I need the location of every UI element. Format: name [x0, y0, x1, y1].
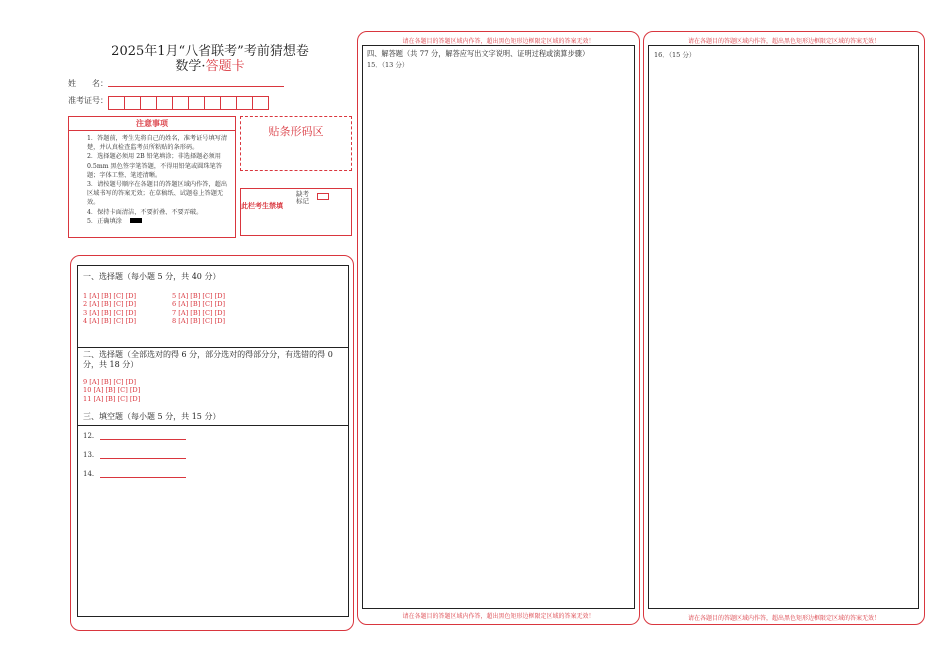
choice-row[interactable]: 11 [A] [B] [C] [D]	[83, 394, 141, 403]
section-divider	[77, 425, 349, 426]
absent-mark-label: 缺考标记	[296, 190, 309, 205]
id-digit-box[interactable]	[124, 96, 141, 110]
barcode-area	[240, 116, 352, 171]
blank-answer-line[interactable]	[100, 477, 186, 478]
choice-col-1	[83, 292, 136, 326]
warning-top: 请在各题目的答题区域内作答，超出黑色矩形边框限定区域的答案无效！	[402, 38, 595, 45]
section-divider	[77, 347, 349, 348]
subtitle-subject: 数学·	[175, 59, 206, 74]
id-digit-box[interactable]	[204, 96, 221, 110]
filled-mark-sample	[130, 218, 142, 223]
question-15-label: 15．（13 分）	[367, 61, 409, 69]
blank-14	[83, 470, 186, 478]
choice-row[interactable]: 2 [A] [B] [C] [D]	[83, 300, 137, 309]
multi-choice-col	[83, 378, 140, 403]
notice-item: 3．请按题号顺序在各题目的答题区域内作答，超出区域书写的答案无效；在草稿纸、试题卷上答题无效。	[87, 181, 228, 207]
id-digit-box[interactable]	[172, 96, 189, 110]
notice-item-filled-example	[87, 217, 229, 226]
choice-row[interactable]: 1 [A] [B] [C] [D]	[83, 292, 137, 300]
notice-item: 1．答题前，考生先将自己的姓名，准考证号填写清楚，并认真检查监考员所粘贴的条形码。	[87, 135, 228, 152]
section1-title: 一、选择题（每小题 5 分，共 40 分）	[83, 272, 221, 281]
blank-number: 13.	[83, 451, 95, 459]
choice-row[interactable]: 6 [A] [B] [C] [D]	[172, 300, 226, 309]
name-label: 姓 名：	[68, 79, 108, 88]
id-digit-box[interactable]	[156, 96, 173, 110]
card-title: 2025年1月“八省联考”考前猜想卷	[111, 44, 309, 59]
choice-row[interactable]: 7 [A] [B] [C] [D]	[172, 308, 226, 317]
subtitle-accent: 答题卡	[205, 59, 245, 74]
notice-list	[69, 134, 235, 226]
warning-top: 请在各题目的答题区域内作答，超出黑色矩形边框限定区域的答案无效！	[687, 38, 880, 45]
blank-13	[83, 451, 186, 459]
notice-item: 4．保持卡面清洁，不要折叠、不要弄破。	[87, 208, 203, 216]
blank-number: 14.	[83, 470, 95, 478]
card-subtitle	[60, 55, 360, 74]
absent-label: 此栏考生禁填	[241, 201, 283, 210]
notice-item: 5．正确填涂	[87, 217, 122, 225]
section4-title: 四、解答题（共 77 分，解答应写出文字说明、证明过程或演算步骤）	[367, 49, 590, 58]
question-16-label: 16．（15 分）	[654, 51, 696, 59]
answer-frame-15[interactable]	[362, 45, 635, 609]
blank-answer-line[interactable]	[100, 439, 186, 440]
notice-item: 2．选择题必须用 2B 铅笔填涂；非选择题必须用 0.5mm 黑色签字笔答题，不得用铅笔或圆珠笔答题；字体工整、笔迹清晰。	[87, 153, 222, 179]
id-digit-box[interactable]	[220, 96, 237, 110]
absent-mark-box	[240, 188, 352, 236]
barcode-label: 贴条形码区	[268, 125, 324, 138]
blank-number: 12.	[83, 432, 95, 440]
absent-mark-checkbox[interactable]	[317, 193, 329, 200]
id-digit-box[interactable]	[108, 96, 125, 110]
notice-box	[68, 116, 236, 238]
id-digit-box[interactable]	[140, 96, 157, 110]
choice-row[interactable]: 3 [A] [B] [C] [D]	[83, 308, 137, 317]
notice-heading: 注意事项	[69, 117, 235, 131]
exam-id-boxes[interactable]	[108, 95, 268, 109]
blank-answer-line[interactable]	[100, 458, 186, 459]
choice-row[interactable]: 9 [A] [B] [C] [D]	[83, 378, 137, 386]
answer-frame-16[interactable]	[648, 45, 919, 609]
section3-title: 三、填空题（每小题 5 分，共 15 分）	[83, 412, 221, 421]
choice-row[interactable]: 8 [A] [B] [C] [D]	[172, 317, 226, 326]
section2-title: 二、选择题（全部选对的得 6 分，部分选对的得部分分，有选错的得 0 分，共 18 分）	[83, 350, 333, 369]
id-digit-box[interactable]	[188, 96, 205, 110]
warning-bottom: 请在各题目的答题区域内作答，超出黑色矩形边框限定区域的答案无效！	[402, 613, 595, 620]
id-digit-box[interactable]	[252, 96, 269, 110]
exam-id-label: 准考证号：	[68, 96, 108, 105]
choice-row[interactable]: 10 [A] [B] [C] [D]	[83, 386, 141, 395]
choice-row[interactable]: 5 [A] [B] [C] [D]	[172, 292, 226, 300]
name-field[interactable]	[108, 86, 284, 87]
choice-row[interactable]: 4 [A] [B] [C] [D]	[83, 317, 137, 326]
blank-12	[83, 432, 186, 440]
id-digit-box[interactable]	[236, 96, 253, 110]
warning-bottom: 请在各题目的答题区域内作答，超出黑色矩形边框限定区域的答案无效！	[687, 615, 880, 622]
choice-col-2	[172, 292, 225, 326]
